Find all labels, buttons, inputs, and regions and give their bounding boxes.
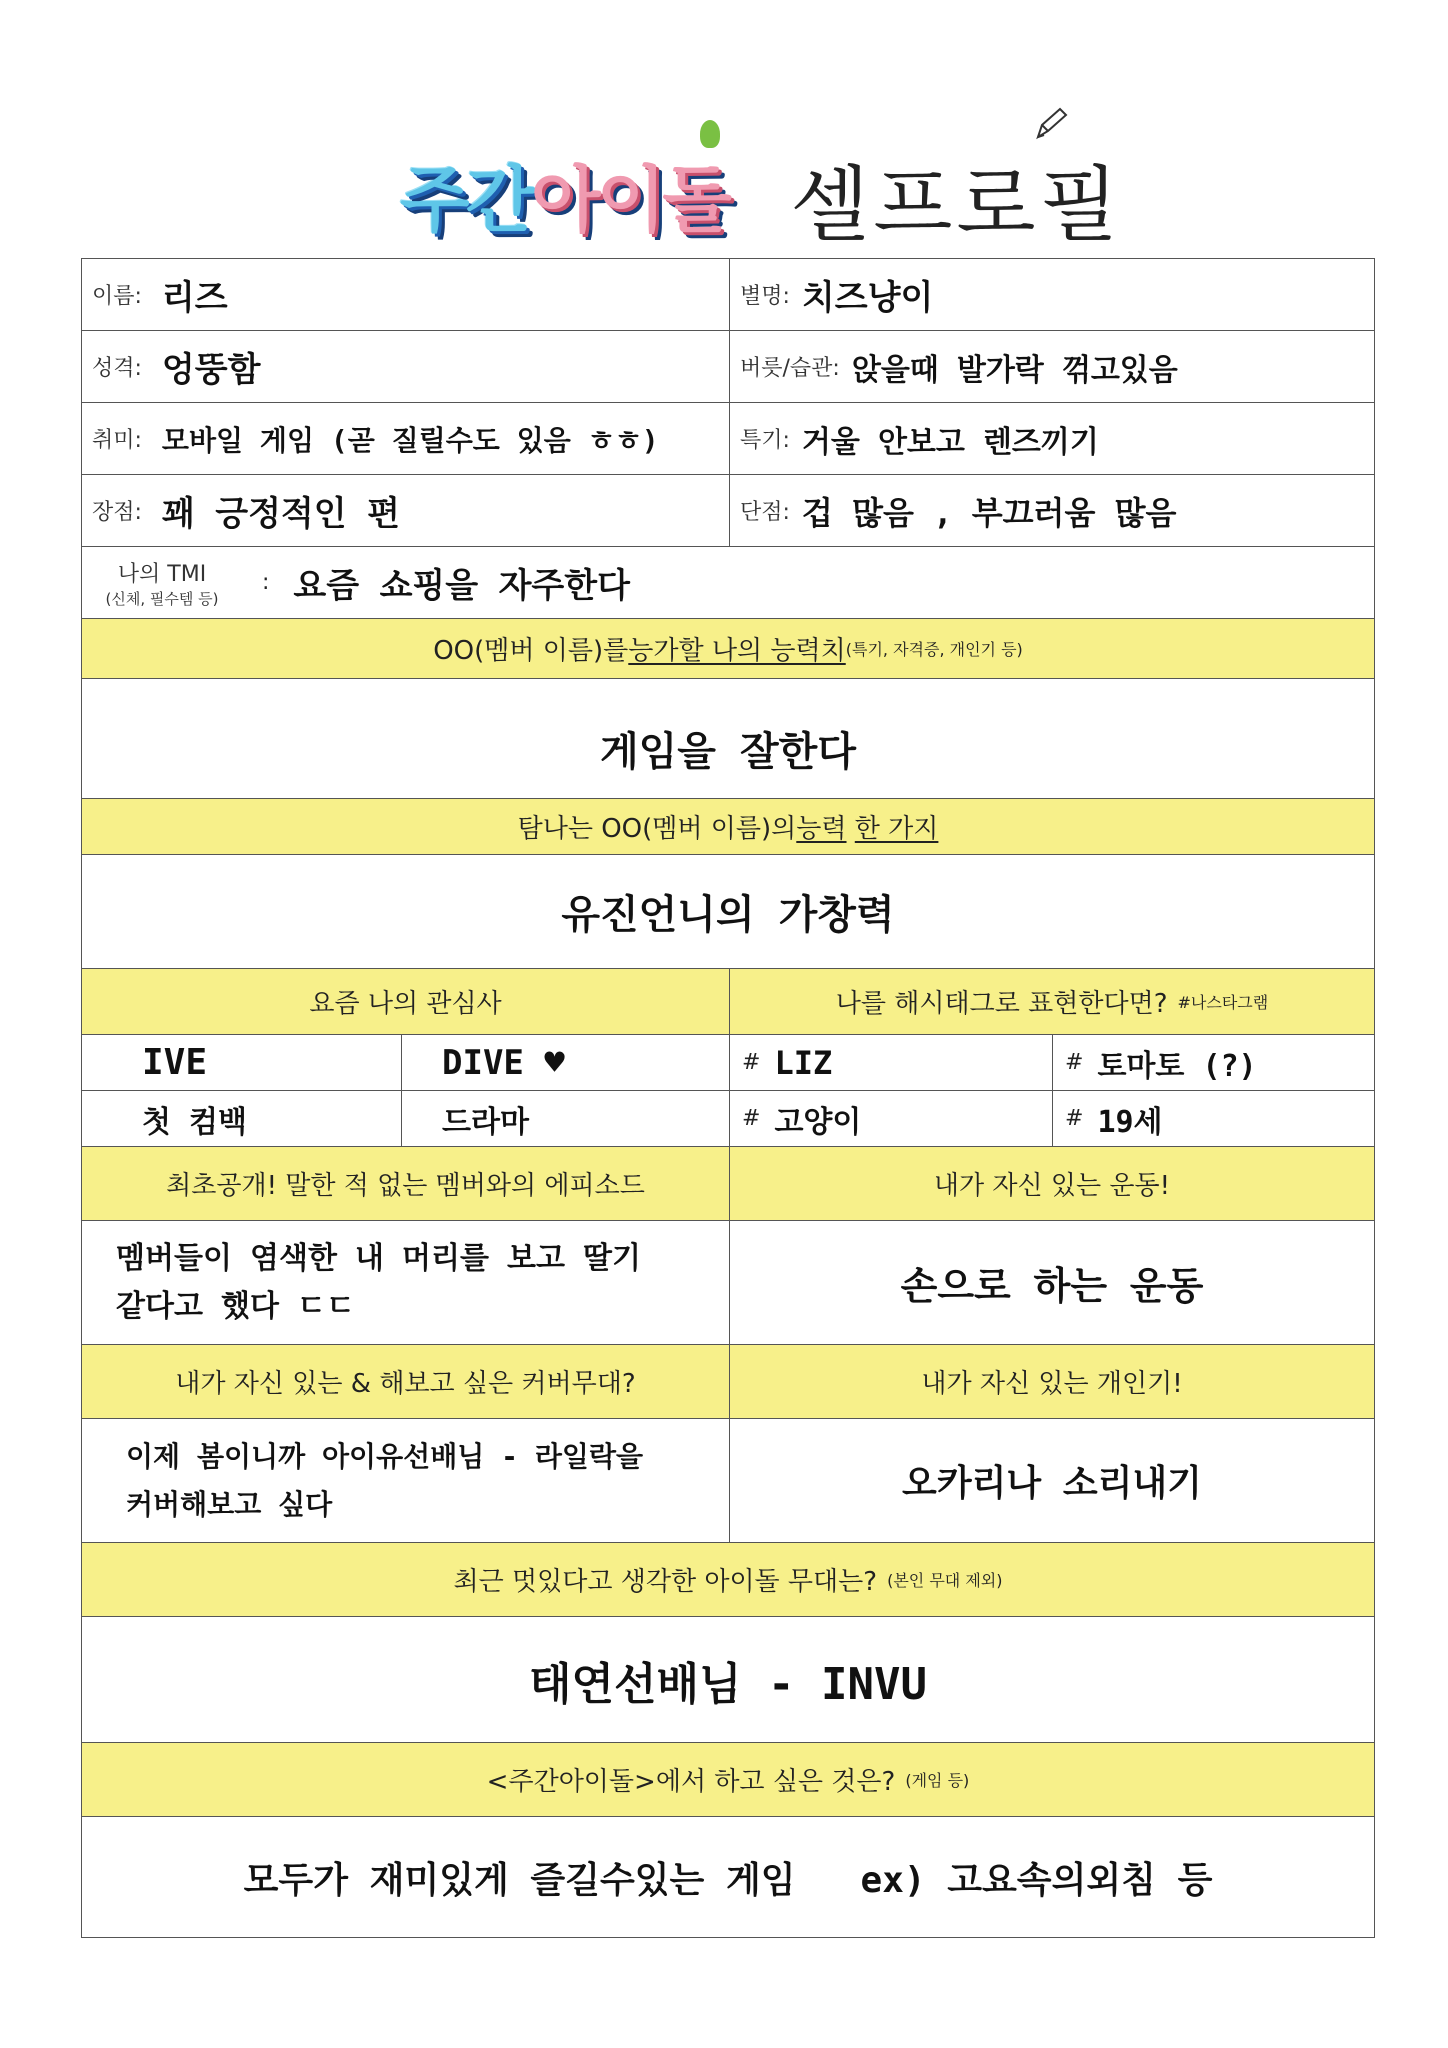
hashtag-item (730, 1091, 1064, 1146)
want-heading-note: (게임 등) (905, 1771, 970, 1790)
habit-cell (730, 331, 1374, 402)
personality-cell (82, 331, 729, 402)
hash-symbol: # (1065, 1106, 1084, 1131)
want-answer-cell (82, 1817, 1374, 1937)
want-heading (82, 1743, 1374, 1816)
episode-heading-row (82, 1147, 1374, 1221)
cover-answer-line1: 이제 봄이니까 아이유선배님 - 라일락을 (126, 1439, 644, 1473)
interest-item-text: DIVE ♥ (442, 1042, 565, 1083)
hash-symbol: # (742, 1050, 761, 1075)
want-answer-row (82, 1817, 1374, 1937)
weekly-idol-logo (400, 142, 728, 246)
interests-heading-text: 요즘 나의 관심사 (309, 989, 502, 1019)
row-personality (82, 331, 1374, 403)
profile-sheet (81, 258, 1375, 1938)
hashtag-item-text: 19세 (1097, 1104, 1163, 1140)
envy-heading-space (847, 812, 855, 842)
stage-heading (82, 1543, 1374, 1616)
gag-heading (730, 1345, 1374, 1418)
name-cell (82, 259, 729, 330)
cover-heading-row (82, 1345, 1374, 1419)
hashtag-item (730, 1035, 1064, 1090)
strength-value: 꽤 긍정적인 편 (161, 494, 400, 534)
gag-heading-text: 내가 자신 있는 개인기! (921, 1369, 1183, 1399)
personality-value: 엉뚱함 (161, 350, 261, 390)
exercise-heading (730, 1147, 1374, 1220)
exercise-answer-cell (730, 1221, 1374, 1344)
name-value: 리즈 (161, 278, 228, 318)
gag-answer-cell (730, 1419, 1374, 1542)
interests-heading-row (82, 969, 1374, 1035)
tmi-cell (82, 547, 1374, 618)
stage-heading-row (82, 1543, 1374, 1617)
hashtag-item-text: LIZ (774, 1043, 833, 1082)
tmi-colon: : (262, 570, 270, 595)
logo-text-part1: 주간 (400, 158, 532, 242)
exercise-heading-text: 내가 자신 있는 운동! (933, 1171, 1171, 1201)
weakness-cell (730, 475, 1374, 546)
envy-heading (82, 799, 1374, 854)
nickname-cell (730, 259, 1374, 330)
nickname-label: 별명: (740, 284, 790, 309)
envy-heading-underlined-1: 능력 (796, 814, 847, 844)
episode-answer-cell (82, 1221, 763, 1344)
envy-answer: 유진언니의 가창력 (561, 892, 895, 938)
want-heading-row (82, 1743, 1374, 1817)
hobby-label: 취미: (92, 428, 142, 453)
talent-label: 특기: (740, 428, 790, 453)
hobby-value: 모바일 게임 (곧 질릴수도 있음 ㅎㅎ) (161, 423, 659, 457)
envy-heading-text: 탐나는 OO(멤버 이름)의 (517, 814, 797, 844)
ability-heading-note: (특기, 자격증, 개인기 등) (845, 640, 1023, 659)
gag-answer: 오카리나 소리내기 (902, 1463, 1202, 1504)
ability-heading (82, 619, 1374, 678)
hobby-cell (82, 403, 729, 474)
interest-item (402, 1091, 769, 1146)
weakness-value: 겁 많음 , 부끄러움 많음 (801, 493, 1177, 532)
hashtag-item (1053, 1035, 1374, 1090)
ability-answer-cell (82, 679, 1374, 798)
ability-answer-row (82, 679, 1374, 799)
pencil-icon (1030, 105, 1070, 145)
interests-row-2 (82, 1091, 1374, 1147)
hashtags-heading (730, 969, 1374, 1034)
stage-answer-cell (82, 1617, 1374, 1742)
stage-answer-row (82, 1617, 1374, 1743)
hashtags-heading-text: 나를 해시태그로 표현한다면? (835, 989, 1168, 1019)
envy-answer-row (82, 855, 1374, 969)
episode-answer-row (82, 1221, 1374, 1345)
name-label: 이름: (92, 284, 142, 309)
cover-heading-text: 내가 자신 있는 & 해보고 싶은 커버무대? (175, 1369, 636, 1399)
row-strength (82, 475, 1374, 547)
strength-label: 장점: (92, 500, 142, 525)
ability-heading-row (82, 619, 1374, 679)
strength-cell (82, 475, 729, 546)
hashtag-item-text: 토마토 (?) (1097, 1048, 1257, 1084)
ability-heading-underlined: 능가할 나의 능력치 (628, 636, 846, 666)
weakness-label: 단점: (740, 500, 790, 525)
cover-answer-cell (82, 1419, 773, 1542)
tmi-label: 나의 TMI (117, 561, 207, 587)
habit-label: 버릇/습관: (740, 356, 840, 381)
interest-item (402, 1035, 769, 1090)
hashtag-item-text: 고양이 (774, 1104, 862, 1140)
hash-symbol: # (742, 1106, 761, 1131)
interest-item-text: IVE (142, 1042, 208, 1083)
tmi-value: 요즘 쇼핑을 자주한다 (293, 566, 630, 606)
envy-heading-underlined-2: 한 가지 (854, 814, 939, 844)
hashtags-heading-note: #나스타그램 (1177, 993, 1269, 1012)
page-title: 셀프로필 (790, 158, 1123, 253)
interest-item-text: 첫 컴백 (142, 1104, 248, 1140)
page-header (0, 100, 1448, 253)
want-heading-text: <주간아이돌>에서 하고 싶은 것은? (486, 1767, 896, 1797)
hash-symbol: # (1065, 1050, 1084, 1075)
want-answer: 모두가 재미있게 즐길수있는 게임 ex) 고요속의외침 등 (243, 1859, 1213, 1901)
tmi-label-group (82, 557, 242, 609)
interest-item-text: 드라마 (442, 1104, 529, 1140)
interests-row-1 (82, 1035, 1374, 1091)
episode-answer-line2: 같다고 했다 ㄷㄷ (116, 1288, 355, 1324)
hashtag-item (1053, 1091, 1374, 1146)
episode-heading-text: 최초공개! 말한 적 없는 멤버와의 에피소드 (166, 1171, 645, 1201)
ability-heading-text: OO(멤버 이름)를 (433, 636, 629, 666)
tmi-sublabel: (신체, 필수템 등) (105, 589, 219, 608)
cover-answer-line2: 커버해보고 싶다 (126, 1487, 333, 1521)
cover-answer-row (82, 1419, 1374, 1543)
talent-cell (730, 403, 1374, 474)
envy-heading-row (82, 799, 1374, 855)
interests-heading (82, 969, 729, 1034)
personality-label: 성격: (92, 356, 142, 381)
logo-sprout-icon (700, 120, 720, 148)
talent-value: 거울 안보고 렌즈끼기 (801, 424, 1099, 460)
row-tmi (82, 547, 1374, 619)
episode-heading (82, 1147, 729, 1220)
ability-answer: 게임을 잘한다 (600, 729, 856, 775)
row-hobby (82, 403, 1374, 475)
stage-heading-text: 최근 멋있다고 생각한 아이돌 무대는? (453, 1567, 878, 1597)
exercise-answer: 손으로 하는 운동 (900, 1264, 1204, 1308)
habit-value: 앉을때 발가락 꺾고있음 (851, 352, 1178, 388)
episode-answer-line1: 멤버들이 염색한 내 머리를 보고 딸기 (116, 1240, 642, 1276)
cover-heading (82, 1345, 729, 1418)
logo-text-part2: 아이돌 (531, 158, 728, 242)
stage-answer: 태연선배님 - INVU (529, 1658, 927, 1710)
stage-heading-note: (본인 무대 제외) (887, 1571, 1003, 1590)
row-name (82, 259, 1374, 331)
nickname-value: 치즈냥이 (801, 278, 934, 318)
envy-answer-cell (82, 855, 1374, 968)
